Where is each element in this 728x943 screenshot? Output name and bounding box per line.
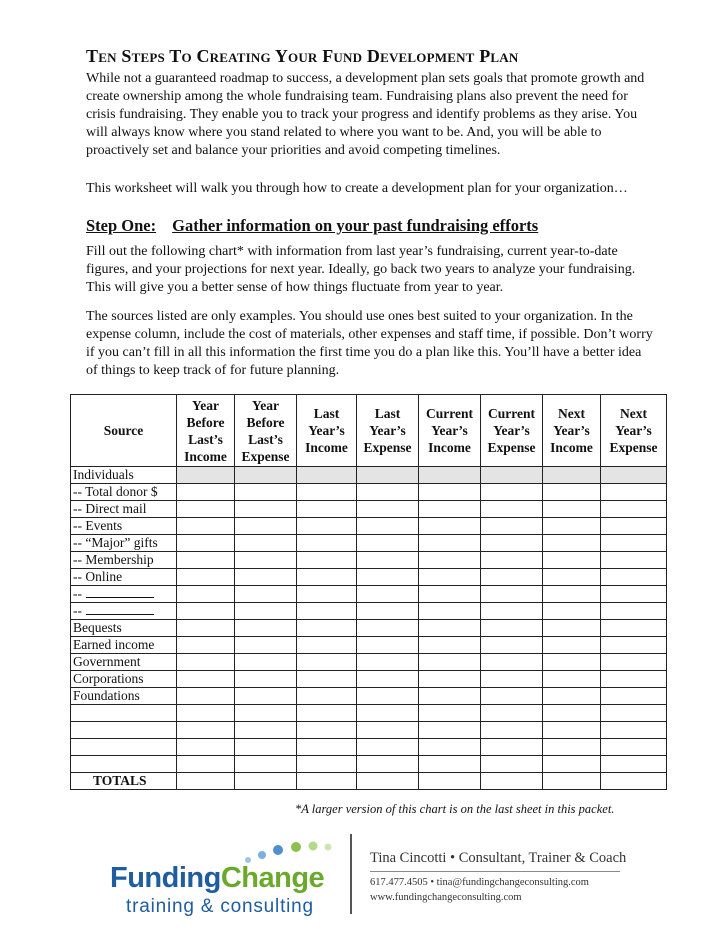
table-cell[interactable]: [419, 620, 481, 637]
table-row: [71, 586, 667, 603]
table-cell[interactable]: [177, 501, 235, 518]
table-cell[interactable]: [297, 603, 357, 620]
table-cell[interactable]: [177, 688, 235, 705]
table-row-empty: [71, 739, 667, 756]
table-row: [71, 535, 667, 552]
fill-in-line: [86, 586, 154, 598]
contact-block: [370, 850, 630, 905]
contact-name: Tina Cincotti • Consultant, Trainer & Coach: [370, 850, 627, 866]
table-cell[interactable]: [297, 773, 357, 790]
table-cell[interactable]: [357, 467, 419, 484]
table-cell[interactable]: [481, 739, 543, 756]
table-cell[interactable]: [235, 501, 297, 518]
table-cell[interactable]: [357, 722, 419, 739]
table-cell[interactable]: [481, 603, 543, 620]
table-row: [71, 501, 667, 518]
row-label-blank: [71, 586, 177, 603]
table-cell[interactable]: [357, 671, 419, 688]
table-cell[interactable]: [297, 756, 357, 773]
table-cell[interactable]: [543, 722, 601, 739]
totals-row: [71, 773, 667, 790]
table-cell[interactable]: [543, 518, 601, 535]
row-label: Bequests: [71, 620, 177, 637]
row-label: Earned income: [71, 637, 177, 654]
table-cell[interactable]: [481, 722, 543, 739]
step-paragraph-1: Fill out the following chart* with information from last year’s fundraising, current year-to-date figures, and your projections for next year. Ideally, go back two years to analyze your fundraising. This will give you a better sense of how things fluctuate from year to year.: [86, 244, 636, 295]
table-cell[interactable]: [543, 484, 601, 501]
table-cell[interactable]: [419, 535, 481, 552]
funding-change-logo: [110, 840, 350, 920]
table-cell[interactable]: [297, 501, 357, 518]
table-cell[interactable]: [481, 654, 543, 671]
table-cell[interactable]: [481, 773, 543, 790]
contact-phone-email[interactable]: 617.477.4505 • tina@fundingchangeconsulting.com: [370, 877, 589, 888]
table-cell[interactable]: [601, 637, 667, 654]
table-cell[interactable]: [297, 569, 357, 586]
table-cell[interactable]: [543, 654, 601, 671]
table-cell[interactable]: [481, 569, 543, 586]
table-cell[interactable]: [543, 535, 601, 552]
table-cell[interactable]: [543, 586, 601, 603]
table-cell[interactable]: [601, 688, 667, 705]
footer: [0, 828, 728, 928]
table-cell[interactable]: [297, 552, 357, 569]
table-cell[interactable]: [419, 569, 481, 586]
table-cell[interactable]: [481, 671, 543, 688]
table-cell[interactable]: [297, 535, 357, 552]
table-cell[interactable]: [177, 518, 235, 535]
table-cell[interactable]: [481, 637, 543, 654]
table-cell[interactable]: [357, 552, 419, 569]
row-label: Corporations: [71, 671, 177, 688]
table-cell[interactable]: [177, 552, 235, 569]
table-cell[interactable]: [235, 535, 297, 552]
row-label-empty[interactable]: [71, 722, 177, 739]
table-cell[interactable]: [235, 773, 297, 790]
table-row: [71, 569, 667, 586]
table-cell[interactable]: [357, 773, 419, 790]
table-cell[interactable]: [419, 739, 481, 756]
table-cell[interactable]: [235, 722, 297, 739]
table-cell[interactable]: [357, 756, 419, 773]
table-cell[interactable]: [357, 637, 419, 654]
totals-label: TOTALS: [71, 773, 177, 790]
table-cell[interactable]: [177, 773, 235, 790]
table-cell[interactable]: [297, 637, 357, 654]
col-header: Year Before Last’s Expense: [235, 395, 297, 467]
table-cell[interactable]: [481, 586, 543, 603]
table-cell[interactable]: [419, 586, 481, 603]
table-cell[interactable]: [419, 756, 481, 773]
table-cell[interactable]: [177, 620, 235, 637]
table-cell[interactable]: [357, 586, 419, 603]
col-header: Current Year’s Expense: [481, 395, 543, 467]
table-cell[interactable]: [481, 552, 543, 569]
worksheet-paragraph: This worksheet will walk you through how to create a development plan for your organization…: [86, 181, 628, 196]
table-header-row: [71, 395, 667, 467]
intro-paragraph: While not a guaranteed roadmap to success, a development plan sets goals that promote growth and create ownership among the whole fundraising team. Fundraising plans also prevent the need for crisis fundraising. They enable you to track your progress and identify problems as they arise. You will always know where you stand related to where you want to be. And, you will be able to proactively set and balance your priorities and avoid competing timelines.: [86, 71, 645, 158]
table-cell[interactable]: [297, 722, 357, 739]
table-row: [71, 671, 667, 688]
table-row: [71, 654, 667, 671]
logo-word-funding: Funding: [110, 862, 221, 894]
table-cell[interactable]: [481, 620, 543, 637]
row-label-prefix: --: [73, 603, 82, 618]
fundraising-chart: [70, 394, 667, 790]
table-cell[interactable]: [357, 620, 419, 637]
row-label: -- Membership: [71, 552, 177, 569]
table-cell[interactable]: [481, 501, 543, 518]
table-cell[interactable]: [357, 569, 419, 586]
table-cell[interactable]: [543, 739, 601, 756]
table-cell[interactable]: [481, 518, 543, 535]
table-cell[interactable]: [601, 586, 667, 603]
step-title: Gather information on your past fundraising efforts: [172, 216, 539, 235]
table-cell[interactable]: [177, 535, 235, 552]
logo-tagline: training & consulting: [126, 896, 314, 917]
col-header: Last Year’s Expense: [357, 395, 419, 467]
table-cell[interactable]: [601, 620, 667, 637]
table-cell[interactable]: [297, 671, 357, 688]
table-cell[interactable]: [177, 586, 235, 603]
table-cell[interactable]: [177, 654, 235, 671]
table-cell[interactable]: [543, 756, 601, 773]
row-label-prefix: --: [73, 586, 82, 601]
table-cell[interactable]: [543, 671, 601, 688]
table-cell[interactable]: [543, 603, 601, 620]
table-cell[interactable]: [481, 756, 543, 773]
table-cell[interactable]: [297, 586, 357, 603]
table-cell[interactable]: [601, 739, 667, 756]
table-cell[interactable]: [235, 739, 297, 756]
table-cell[interactable]: [601, 671, 667, 688]
table-cell[interactable]: [419, 722, 481, 739]
table-cell[interactable]: [543, 552, 601, 569]
table-cell[interactable]: [543, 705, 601, 722]
footer-divider: [350, 834, 352, 914]
table-cell[interactable]: [235, 671, 297, 688]
table-cell[interactable]: [601, 722, 667, 739]
col-header: Current Year’s Income: [419, 395, 481, 467]
table-cell[interactable]: [177, 756, 235, 773]
table-cell[interactable]: [235, 518, 297, 535]
table-cell[interactable]: [177, 569, 235, 586]
table-cell[interactable]: [601, 603, 667, 620]
table-row: [71, 688, 667, 705]
step-heading: [86, 216, 538, 236]
table-cell[interactable]: [481, 705, 543, 722]
col-header: Next Year’s Expense: [601, 395, 667, 467]
table-cell[interactable]: [601, 535, 667, 552]
row-label-blank: [71, 603, 177, 620]
row-label: -- Direct mail: [71, 501, 177, 518]
table-cell[interactable]: [357, 654, 419, 671]
table-cell[interactable]: [543, 688, 601, 705]
table-cell[interactable]: [601, 484, 667, 501]
table-cell[interactable]: [419, 603, 481, 620]
table-cell[interactable]: [419, 705, 481, 722]
table-cell[interactable]: [177, 705, 235, 722]
table-cell[interactable]: [543, 467, 601, 484]
table-cell[interactable]: [297, 688, 357, 705]
chart-footnote: *A larger version of this chart is on the last sheet in this packet.: [295, 802, 615, 816]
table-cell[interactable]: [297, 484, 357, 501]
logo-wordmark: [110, 862, 324, 895]
table-cell[interactable]: [601, 467, 667, 484]
table-cell[interactable]: [419, 773, 481, 790]
table-cell[interactable]: [601, 773, 667, 790]
table-cell[interactable]: [235, 569, 297, 586]
table-cell[interactable]: [235, 705, 297, 722]
table-row: [71, 484, 667, 501]
col-header: Year Before Last’s Income: [177, 395, 235, 467]
table-cell[interactable]: [235, 484, 297, 501]
table-cell[interactable]: [419, 467, 481, 484]
table-row-empty: [71, 705, 667, 722]
logo-word-change: Change: [220, 862, 325, 894]
page-title: Ten Steps To Creating Your Fund Development Plan: [86, 46, 519, 66]
table-cell[interactable]: [419, 484, 481, 501]
table-cell[interactable]: [297, 467, 357, 484]
table-cell[interactable]: [601, 518, 667, 535]
table-cell[interactable]: [235, 603, 297, 620]
table-cell[interactable]: [235, 756, 297, 773]
table-cell[interactable]: [297, 654, 357, 671]
row-label: Government: [71, 654, 177, 671]
row-label: -- Events: [71, 518, 177, 535]
table-cell[interactable]: [601, 756, 667, 773]
table-cell[interactable]: [235, 552, 297, 569]
table-cell[interactable]: [357, 484, 419, 501]
table-cell[interactable]: [601, 552, 667, 569]
table-cell[interactable]: [543, 569, 601, 586]
table-cell[interactable]: [601, 705, 667, 722]
row-label-empty[interactable]: [71, 705, 177, 722]
table-cell[interactable]: [357, 501, 419, 518]
table-cell[interactable]: [601, 654, 667, 671]
table-cell[interactable]: [297, 620, 357, 637]
table-cell[interactable]: [481, 484, 543, 501]
col-header: Next Year’s Income: [543, 395, 601, 467]
table-row-empty: [71, 756, 667, 773]
table-cell[interactable]: [177, 739, 235, 756]
table-cell[interactable]: [357, 603, 419, 620]
table-cell[interactable]: [543, 637, 601, 654]
table-row: [71, 552, 667, 569]
col-header: Last Year’s Income: [297, 395, 357, 467]
table-cell[interactable]: [235, 586, 297, 603]
table-cell[interactable]: [297, 705, 357, 722]
table-cell[interactable]: [357, 535, 419, 552]
table-row-empty: [71, 722, 667, 739]
table-cell[interactable]: [297, 518, 357, 535]
table-cell[interactable]: [481, 467, 543, 484]
table-cell[interactable]: [357, 518, 419, 535]
table-cell[interactable]: [177, 671, 235, 688]
table-cell[interactable]: [235, 688, 297, 705]
table-cell[interactable]: [419, 637, 481, 654]
contact-rule: [370, 871, 620, 872]
table-cell[interactable]: [177, 467, 235, 484]
table-cell[interactable]: [235, 654, 297, 671]
table-cell[interactable]: [235, 637, 297, 654]
table-row: [71, 637, 667, 654]
table-cell[interactable]: [357, 705, 419, 722]
table-cell[interactable]: [419, 671, 481, 688]
col-header-source: Source: [71, 395, 177, 467]
table-cell[interactable]: [419, 518, 481, 535]
table-cell[interactable]: [357, 688, 419, 705]
table-cell[interactable]: [481, 688, 543, 705]
row-label-empty[interactable]: [71, 756, 177, 773]
contact-website[interactable]: www.fundingchangeconsulting.com: [370, 892, 522, 903]
table-cell[interactable]: [419, 501, 481, 518]
table-cell[interactable]: [543, 501, 601, 518]
table-cell[interactable]: [543, 773, 601, 790]
row-label: -- “Major” gifts: [71, 535, 177, 552]
table-cell[interactable]: [419, 654, 481, 671]
row-label: -- Online: [71, 569, 177, 586]
table-cell[interactable]: [177, 637, 235, 654]
table-cell[interactable]: [543, 620, 601, 637]
row-label: Individuals: [71, 467, 177, 484]
table-cell[interactable]: [177, 722, 235, 739]
step-paragraph-2: The sources listed are only examples. You should use ones best suited to your organization. In the expense column, include the cost of materials, other expenses and staff time, if possible. Don’t worry if you can’t fill in all this information the first time you do a plan like this. You’ll have a better idea of things to keep track of for future planning.: [86, 309, 653, 378]
table-cell[interactable]: [481, 535, 543, 552]
row-label: -- Total donor $: [71, 484, 177, 501]
row-label: Foundations: [71, 688, 177, 705]
table-row: [71, 467, 667, 484]
table-cell[interactable]: [235, 620, 297, 637]
table-cell[interactable]: [601, 501, 667, 518]
table-cell[interactable]: [419, 552, 481, 569]
step-label: Step One:: [86, 216, 157, 235]
table-row: [71, 603, 667, 620]
table-row: [71, 518, 667, 535]
table-cell[interactable]: [235, 467, 297, 484]
fill-in-line: [86, 603, 154, 615]
table-row: [71, 620, 667, 637]
table-cell[interactable]: [177, 603, 235, 620]
table-cell[interactable]: [601, 569, 667, 586]
table-cell[interactable]: [177, 484, 235, 501]
table-cell[interactable]: [297, 739, 357, 756]
table-cell[interactable]: [419, 688, 481, 705]
row-label-empty[interactable]: [71, 739, 177, 756]
table-cell[interactable]: [357, 739, 419, 756]
